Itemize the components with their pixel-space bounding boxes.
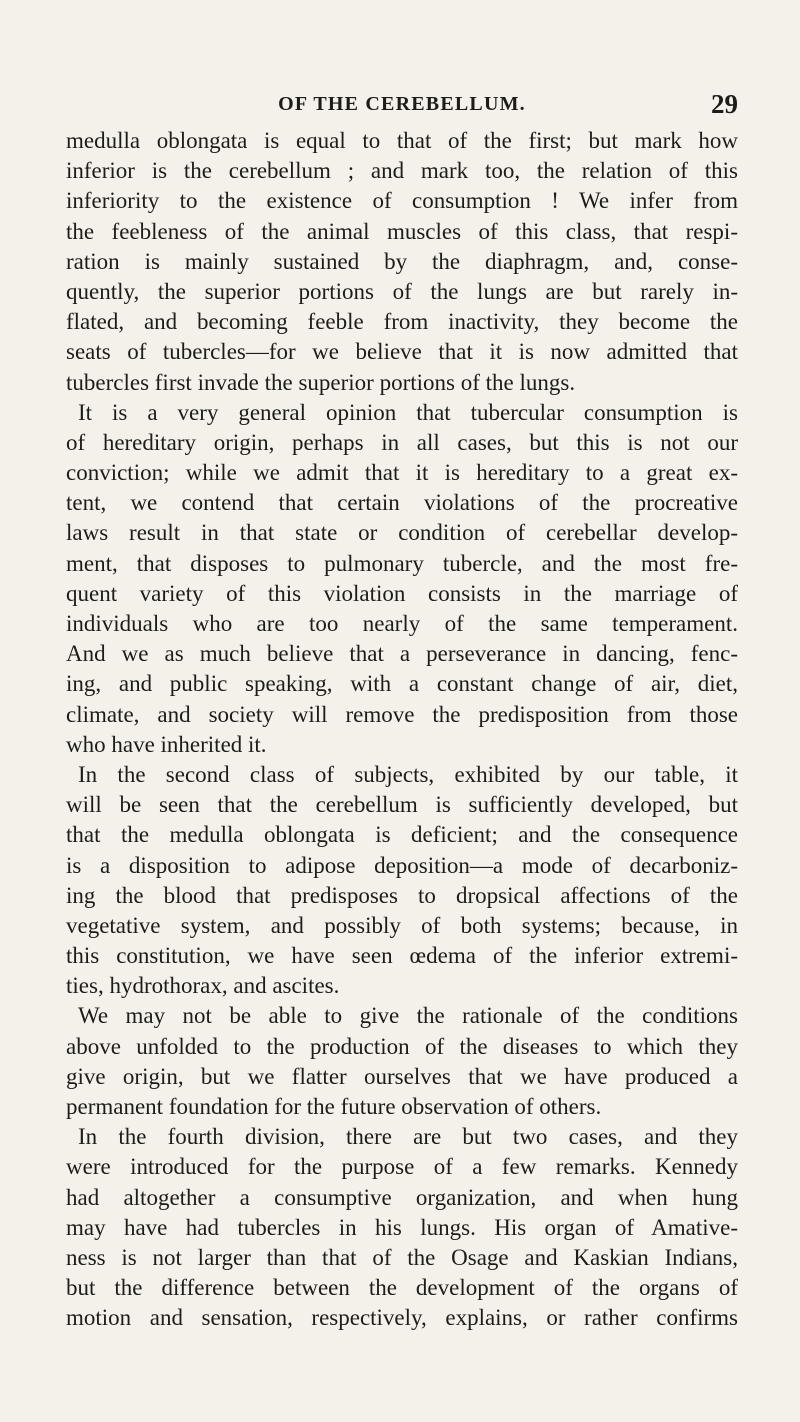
- text-line: climate, and society will remove the predisposition from those: [66, 701, 738, 727]
- text-line: that the medulla oblongata is deficient; and the consequence: [66, 822, 738, 848]
- text-line: conviction; while we admit that it is hereditary to a great ex-: [66, 460, 738, 486]
- text-line: above unfolded to the production of the diseases to which they: [66, 1033, 738, 1059]
- text-line: were introduced for the purpose of a few remarks. Kennedy: [66, 1154, 738, 1180]
- paragraph-start-line: In the fourth division, there are but two cases, and they: [78, 1124, 738, 1150]
- text-line: of hereditary origin, perhaps in all cases, but this is not our: [66, 429, 738, 455]
- text-line: ties, hydrothorax, and ascites.: [66, 973, 340, 999]
- text-line: laws result in that state or condition of cerebellar develop-: [66, 520, 738, 546]
- text-line: quent variety of this violation consists in the marriage of: [66, 580, 738, 606]
- text-line: inferiority to the existence of consumption ! We infer from: [66, 188, 738, 214]
- text-line: flated, and becoming feeble from inactivity, they become the: [66, 309, 738, 335]
- text-line: ration is mainly sustained by the diaphragm, and, conse-: [66, 248, 738, 274]
- text-line: individuals who are too nearly of the same temperament.: [66, 611, 738, 636]
- text-line: give origin, but we flatter ourselves that we have produced a: [66, 1063, 738, 1089]
- text-line: inferior is the cerebellum ; and mark too, the relation of this: [66, 158, 738, 184]
- text-line: And we as much believe that a perseverance in dancing, fenc-: [66, 641, 738, 667]
- text-line: quently, the superior portions of the lungs are but rarely in-: [66, 278, 738, 304]
- text-line: permanent foundation for the future observation of others.: [66, 1094, 602, 1119]
- text-line: medulla oblongata is equal to that of the first; but mark how: [66, 128, 738, 153]
- text-line: this constitution, we have seen œdema of the inferior extremi-: [66, 943, 738, 969]
- text-line: vegetative system, and possibly of both systems; because, in: [66, 912, 738, 938]
- text-line: but the difference between the development of the organs of: [66, 1275, 738, 1301]
- paragraph-start-line: In the second class of subjects, exhibited by our table, it: [78, 761, 738, 787]
- text-line: motion and sensation, respectively, explains, or rather confirms: [66, 1305, 738, 1331]
- text-line: had altogether a consumptive organization, and when hung: [66, 1184, 738, 1210]
- text-line: ing the blood that predisposes to dropsical affections of the: [66, 882, 738, 908]
- text-line: ing, and public speaking, with a constant change of air, diet,: [66, 671, 738, 697]
- text-line: tent, we contend that certain violations of the procreative: [66, 490, 738, 516]
- text-line: tubercles first invade the superior portions of the lungs.: [66, 369, 576, 395]
- text-line: the feebleness of the animal muscles of this class, that respi-: [66, 218, 738, 244]
- text-line: may have had tubercles in his lungs. His organ of Amative-: [66, 1214, 738, 1240]
- body-text: [66, 126, 738, 1334]
- text-line: who have inherited it.: [66, 731, 267, 757]
- page-number: 29: [711, 89, 738, 119]
- paragraph-start-line: We may not be able to give the rationale of the conditions: [78, 1003, 738, 1029]
- paragraph-start-line: It is a very general opinion that tubercular consumption is: [78, 399, 738, 425]
- text-line: ment, that disposes to pulmonary tubercle, and the most fre-: [66, 550, 738, 576]
- text-line: is a disposition to adipose deposition—a mode of decarboniz-: [66, 852, 738, 878]
- running-head: [66, 88, 738, 120]
- text-line: seats of tubercles—for we believe that it is now admitted that: [66, 339, 738, 365]
- running-title: OF THE CEREBELLUM.: [278, 93, 526, 115]
- text-line: will be seen that the cerebellum is sufficiently developed, but: [66, 792, 738, 818]
- text-line: ness is not larger than that of the Osage and Kaskian Indians,: [66, 1244, 738, 1270]
